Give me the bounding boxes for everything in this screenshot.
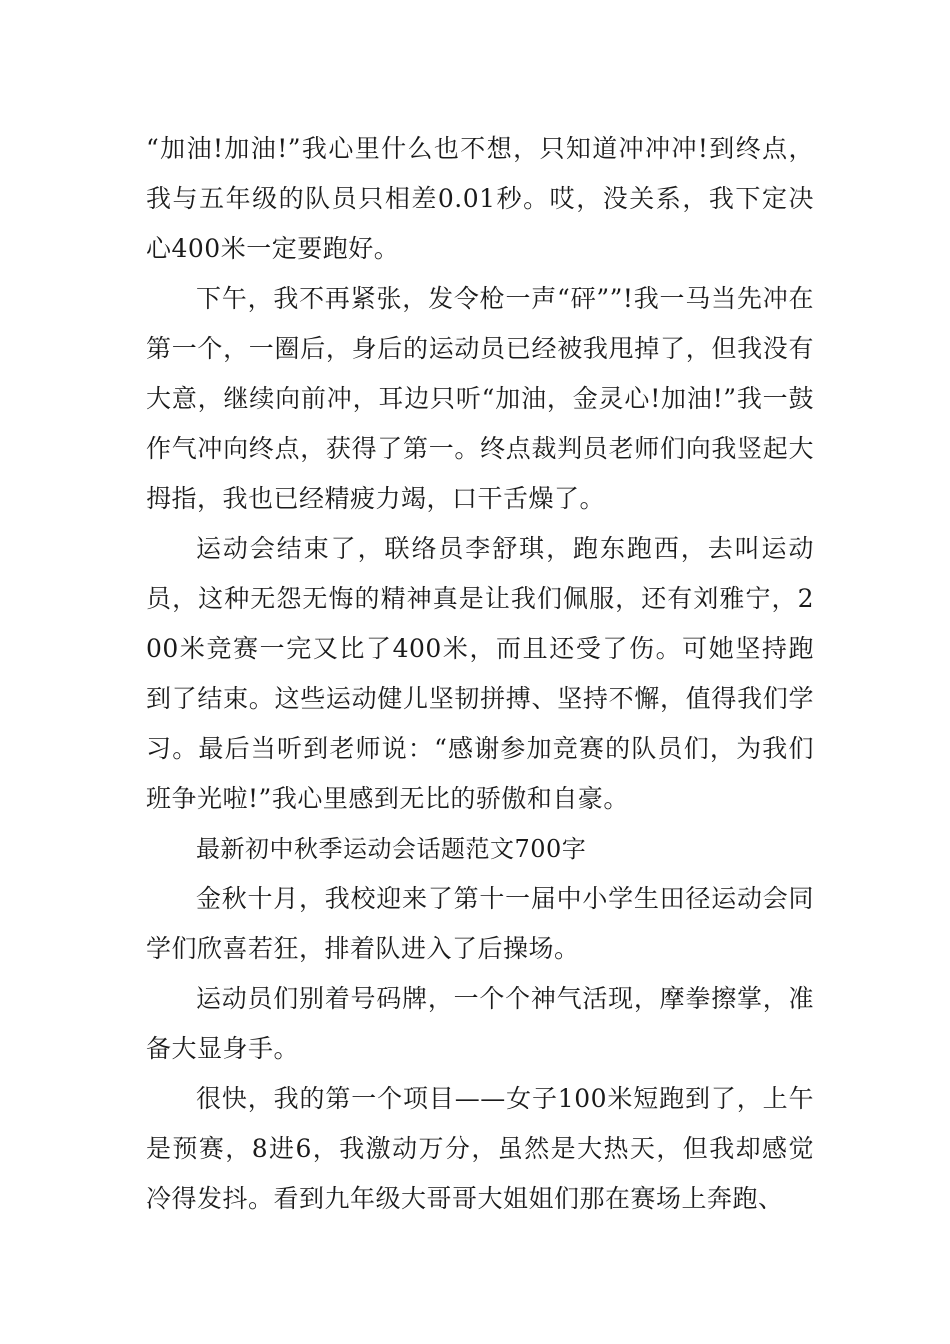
paragraph-4: 金秋十月，我校迎来了第十一届中小学生田径运动会同学们欣喜若狂，排着队进入了后操场。 <box>146 884 814 963</box>
paragraph-3: 运动会结束了，联络员李舒琪，跑东跑西，去叫运动员，这种无怨无悔的精神真是让我们佩服，还有刘雅宁，200米竞赛一完又比了400米，而且还受了伤。可她坚持跑到了结束。这些运动健儿坚韧拼搏、坚持不懈，值得我们学习。最后当听到老师说：“感谢参加竞赛的队员们，为我们班争光啦!”我心里感到无比的骄傲和自豪。 <box>146 534 814 813</box>
paragraph-1: “加油!加油!”我心里什么也不想，只知道冲冲冲!到终点，我与五年级的队员只相差0.01秒。哎，没关系，我下定决心400米一定要跑好。 <box>146 134 814 263</box>
document-body <box>146 124 814 1224</box>
paragraph-5: 运动员们别着号码牌，一个个神气活现，摩拳擦掌，准备大显身手。 <box>146 984 814 1063</box>
section-title: 最新初中秋季运动会话题范文700字 <box>196 835 587 863</box>
paragraph-2: 下午，我不再紧张，发令枪一声“砰””!我一马当先冲在第一个，一圈后，身后的运动员已经被我甩掉了，但我没有大意，继续向前冲，耳边只听“加油，金灵心!加油!”我一鼓作气冲向终点，获得了第一。终点裁判员老师们向我竖起大拇指，我也已经精疲力竭，口干舌燥了。 <box>146 284 814 513</box>
paragraph-6: 很快，我的第一个项目——女子100米短跑到了，上午是预赛，8进6，我激动万分，虽然是大热天，但我却感觉冷得发抖。看到九年级大哥哥大姐姐们那在赛场上奔跑、 <box>146 1084 814 1213</box>
